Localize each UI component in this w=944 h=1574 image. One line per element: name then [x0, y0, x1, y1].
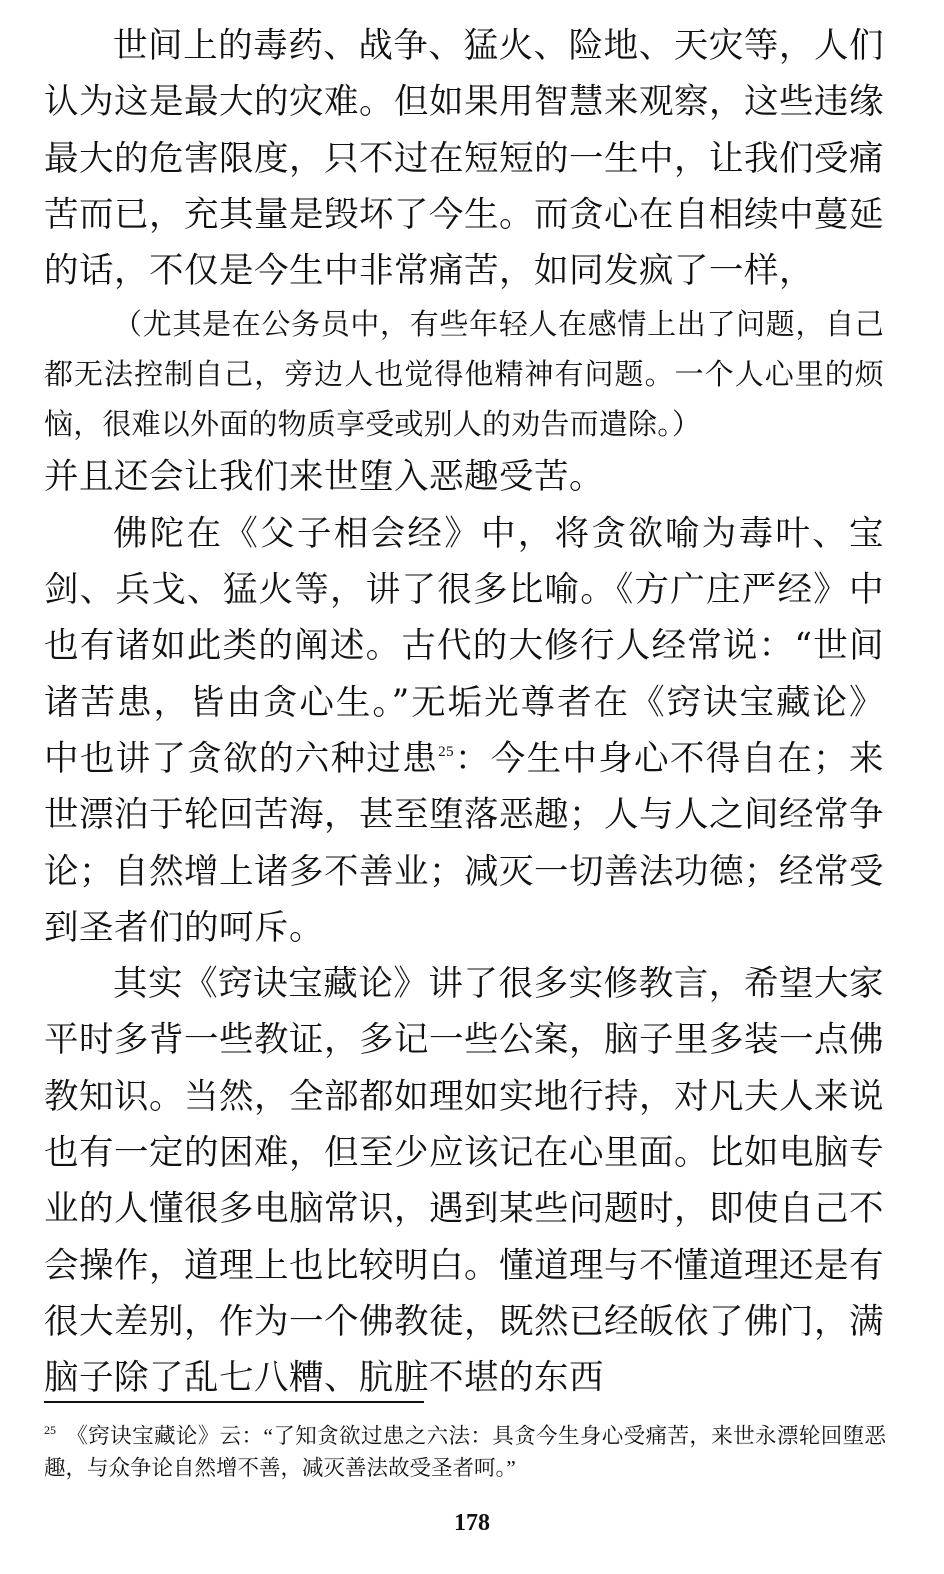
paragraph-1 [44, 18, 884, 506]
body-text [44, 18, 884, 1407]
paragraph-1-aside: （尤其是在公务员中，有些年轻人在感情上出了问题，自己都无法控制自己，旁边人也觉得他精神有问题。一个人心里的烦恼，很难以外面的物质享受或别人的劝告而遣除。） [44, 307, 884, 442]
paragraph-2-text-b: ：今生中身心不得自在；来世漂泊于轮回苦海，甚至堕落恶趣；人与人之间经常争论；自然增上诸多不善业；减灭一切善法功德；经常受到圣者们的呵斥。 [44, 738, 885, 948]
page-number: 178 [454, 1510, 490, 1536]
footnote [44, 1420, 886, 1484]
paragraph-2-text-a: 佛陀在《父子相会经》中，将贪欲喻为毒叶、宝剑、兵戈、猛火等，讲了很多比喻。《方广庄严经》中也有诸如此类的阐述。古代的大修行人经常说：“世间诸苦患，皆由贪心生。”无垢光尊者在《窍诀宝藏论》中也讲了贪欲的六种过患 [44, 513, 884, 779]
paragraph-1-end: 并且还会让我们来世堕入恶趣受苦。 [44, 457, 604, 498]
footnote-number: 25 [44, 1423, 56, 1437]
footnote-text: 《窍诀宝藏论》云：“了知贪欲过患之六法：具贪今生身心受痛苦，来世永漂轮回堕恶趣，与众争论自然增不善，减灭善法故受圣者呵。” [44, 1424, 886, 1480]
paragraph-1-main: 世间上的毒药、战争、猛火、险地、天灾等，人们认为这是最大的灾难。但如果用智慧来观察，这些违缘最大的危害限度，只不过在短短的一生中，让我们受痛苦而已，充其量是毁坏了今生。而贪心在自相续中蔓延的话，不仅是今生中非常痛苦，如同发疯了一样， [44, 26, 884, 292]
footnote-reference: 25 [438, 743, 455, 760]
footnote-divider [44, 1401, 424, 1403]
paragraph-2 [44, 506, 884, 956]
paragraph-3: 其实《窍诀宝藏论》讲了很多实修教言，希望大家平时多背一些教证，多记一些公案，脑子里多装一点佛教知识。当然，全部都如理如实地行持，对凡夫人来说也有一定的困难，但至少应该记在心里面。比如电脑专业的人懂很多电脑常识，遇到某些问题时，即使自己不会操作，道理上也比较明白。懂道理与不懂道理还是有很大差别，作为一个佛教徒，既然已经皈依了佛门，满脑子除了乱七八糟、肮脏不堪的东西 [44, 964, 884, 1399]
